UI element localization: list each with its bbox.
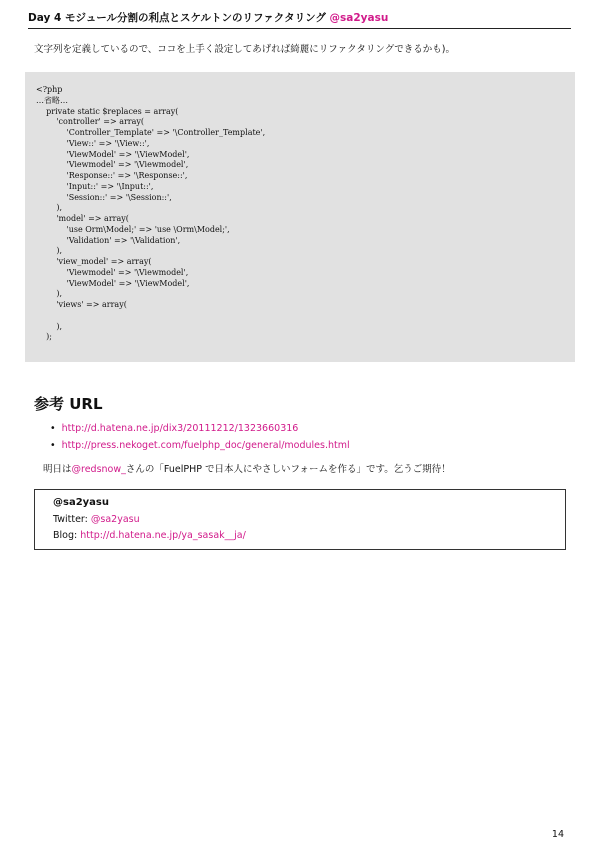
blog-link[interactable]: http://d.hatena.ne.jp/ya_sasak__ja/ (80, 530, 246, 541)
list-item (50, 420, 350, 437)
twitter-link[interactable]: @sa2yasu (90, 514, 140, 525)
profile-blog-row (53, 530, 246, 541)
list-item (50, 437, 350, 454)
reference-link[interactable]: http://press.nekoget.com/fuelphp_doc/general/modules.html (61, 440, 350, 451)
profile-handle: @sa2yasu (53, 497, 109, 508)
page-number: 14 (551, 829, 564, 840)
intro-paragraph: 文字列を定義しているので、ココを上手く設定してあげれば綺麗にリファクタリングできるかも)。 (34, 44, 455, 55)
section-heading: 参考 URL (34, 395, 103, 413)
bullet-icon: • (50, 423, 56, 434)
next-article-suffix: さんの「FuelPHP で日本人にやさしいフォームを作る」です。乞うご期待！ (125, 464, 451, 475)
twitter-label: Twitter: (53, 514, 91, 525)
next-article-note (43, 461, 451, 475)
header-author[interactable]: @sa2yasu (329, 12, 389, 24)
header-title: Day 4 モジュール分割の利点とスケルトンのリファクタリング (28, 12, 330, 24)
profile-twitter-row (53, 514, 140, 525)
code-block (25, 72, 575, 362)
running-header (28, 10, 571, 29)
blog-label: Blog: (53, 530, 81, 541)
reference-link[interactable]: http://d.hatena.ne.jp/dix3/20111212/1323660316 (61, 423, 299, 434)
reference-link-list (50, 420, 350, 454)
next-article-prefix: 明日は (43, 464, 72, 475)
bullet-icon: • (50, 440, 56, 451)
next-author-mention[interactable]: @redsnow_ (71, 464, 126, 475)
code-text: <?php …省略… private static $replaces = array( 'controller' => array( 'Controller_Template' => '\Controller_Template', 'View::' => '\View::', 'ViewModel' => '\ViewModel', 'Viewmodel' => '\Viewmodel', 'Response::' => '\Response::', 'Input::' => '\Input::', 'Session::' => '\Session::', ), 'model' => array( 'use Orm\Model;' => 'use \Orm\Model;', 'Validation' => '\Validation', ), 'view_model' => array( 'Viewmodel' => '\Viewmodel', 'ViewModel' => '\ViewModel', ), 'views' => array( ), ); (36, 85, 266, 342)
author-profile-box (34, 489, 566, 550)
